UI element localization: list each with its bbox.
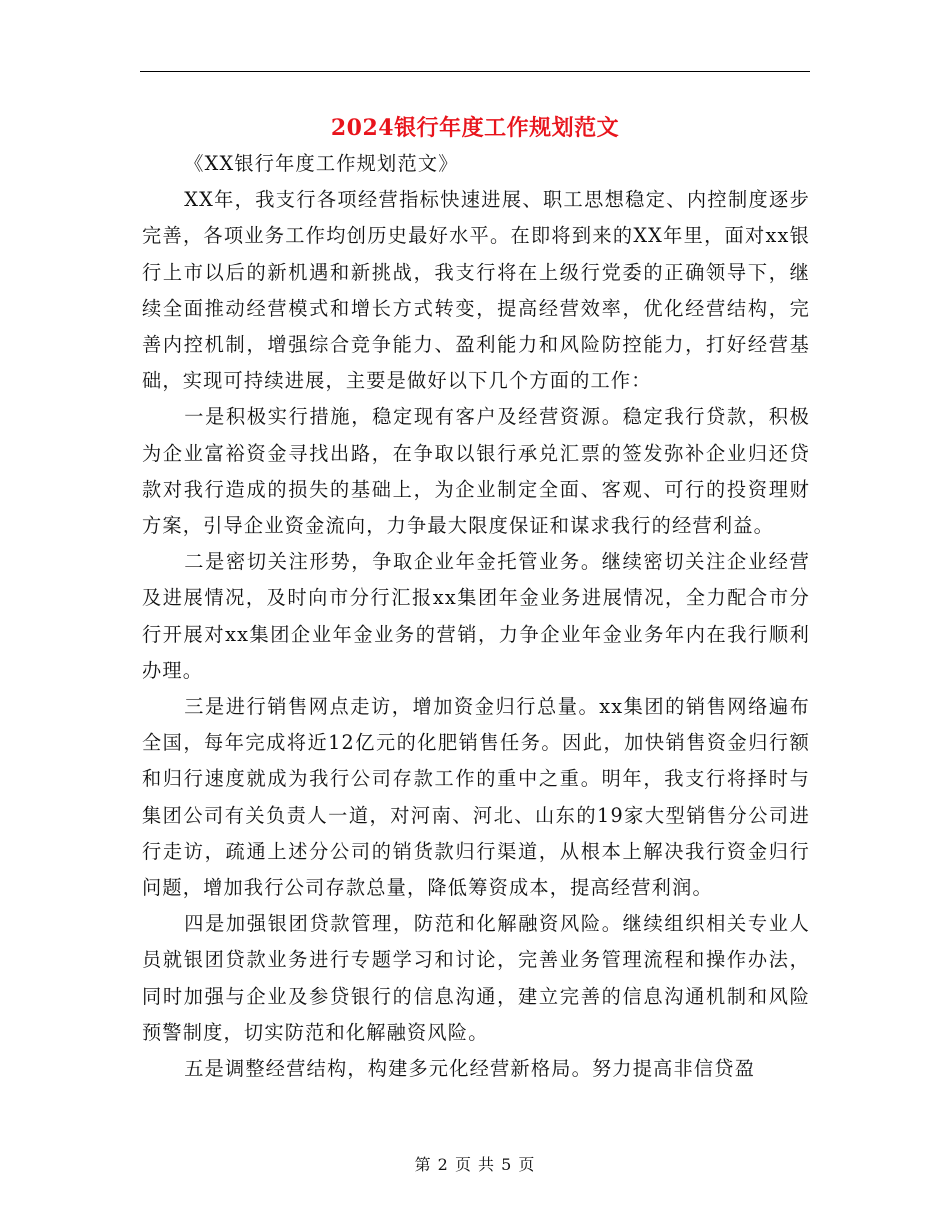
paragraph-item-4: 四是加强银团贷款管理，防范和化解融资风险。继续组织相关专业人员就银团贷款业务进行专题学习和讨论，完善业务管理流程和操作办法，同时加强与企业及参贷银行的信息沟通，建立完善的信息沟通机制和风险预警制度，切实防范和化解融资风险。 bbox=[142, 912, 810, 1044]
header-rule bbox=[140, 71, 810, 72]
page-number-footer: 第 2 页 共 5 页 bbox=[414, 1155, 536, 1174]
paragraph-item-3: 三是进行销售网点走访，增加资金归行总量。xx集团的销售网络遍布全国，每年完成将近12亿元的化肥销售任务。因此，加快销售资金归行额和归行速度就成为我行公司存款工作的重中之重。明年，我支行将择时与集团公司有关负责人一道，对河南、河北、山东的19家大型销售分公司进行走访，疏通上述分公司的销货款归行渠道，从根本上解决我行资金归行问题，增加我行公司存款总量，降低筹资成本，提高经营利润。 bbox=[142, 695, 810, 900]
paragraph-intro: XX年，我支行各项经营指标快速进展、职工思想稳定、内控制度逐步完善，各项业务工作均创历史最好水平。在即将到来的XX年里，面对xx银行上市以后的新机遇和新挑战，我支行将在上级行党委的正确领导下，继续全面推动经营模式和增长方式转变，提高经营效率，优化经营结构，完善内控机制，增强综合竞争能力、盈利能力和风险防控能力，打好经营基础，实现可持续进展，主要是做好以下几个方面的工作： bbox=[142, 188, 810, 393]
document-title: 2024银行年度工作规划范文 bbox=[330, 115, 620, 141]
paragraph-item-5: 五是调整经营结构，构建多元化经营新格局。努力提高非信贷盈 bbox=[184, 1057, 756, 1081]
paragraph-subtitle: 《XX银行年度工作规划范文》 bbox=[184, 152, 459, 175]
paragraph-item-2: 二是密切关注形势，争取企业年金托管业务。继续密切关注企业经营及进展情况，及时向市分行汇报xx集团年金业务进展情况，全力配合市分行开展对xx集团企业年金业务的营销，力争企业年金业务年内在我行顺利办理。 bbox=[142, 550, 810, 682]
document-body bbox=[142, 146, 810, 1087]
paragraph-item-1: 一是积极实行措施，稳定现有客户及经营资源。稳定我行贷款，积极为企业富裕资金寻找出路，在争取以银行承兑汇票的签发弥补企业归还贷款对我行造成的损失的基础上，为企业制定全面、客观、可行的投资理财方案，引导企业资金流向，力争最大限度保证和谋求我行的经营利益。 bbox=[142, 405, 810, 538]
